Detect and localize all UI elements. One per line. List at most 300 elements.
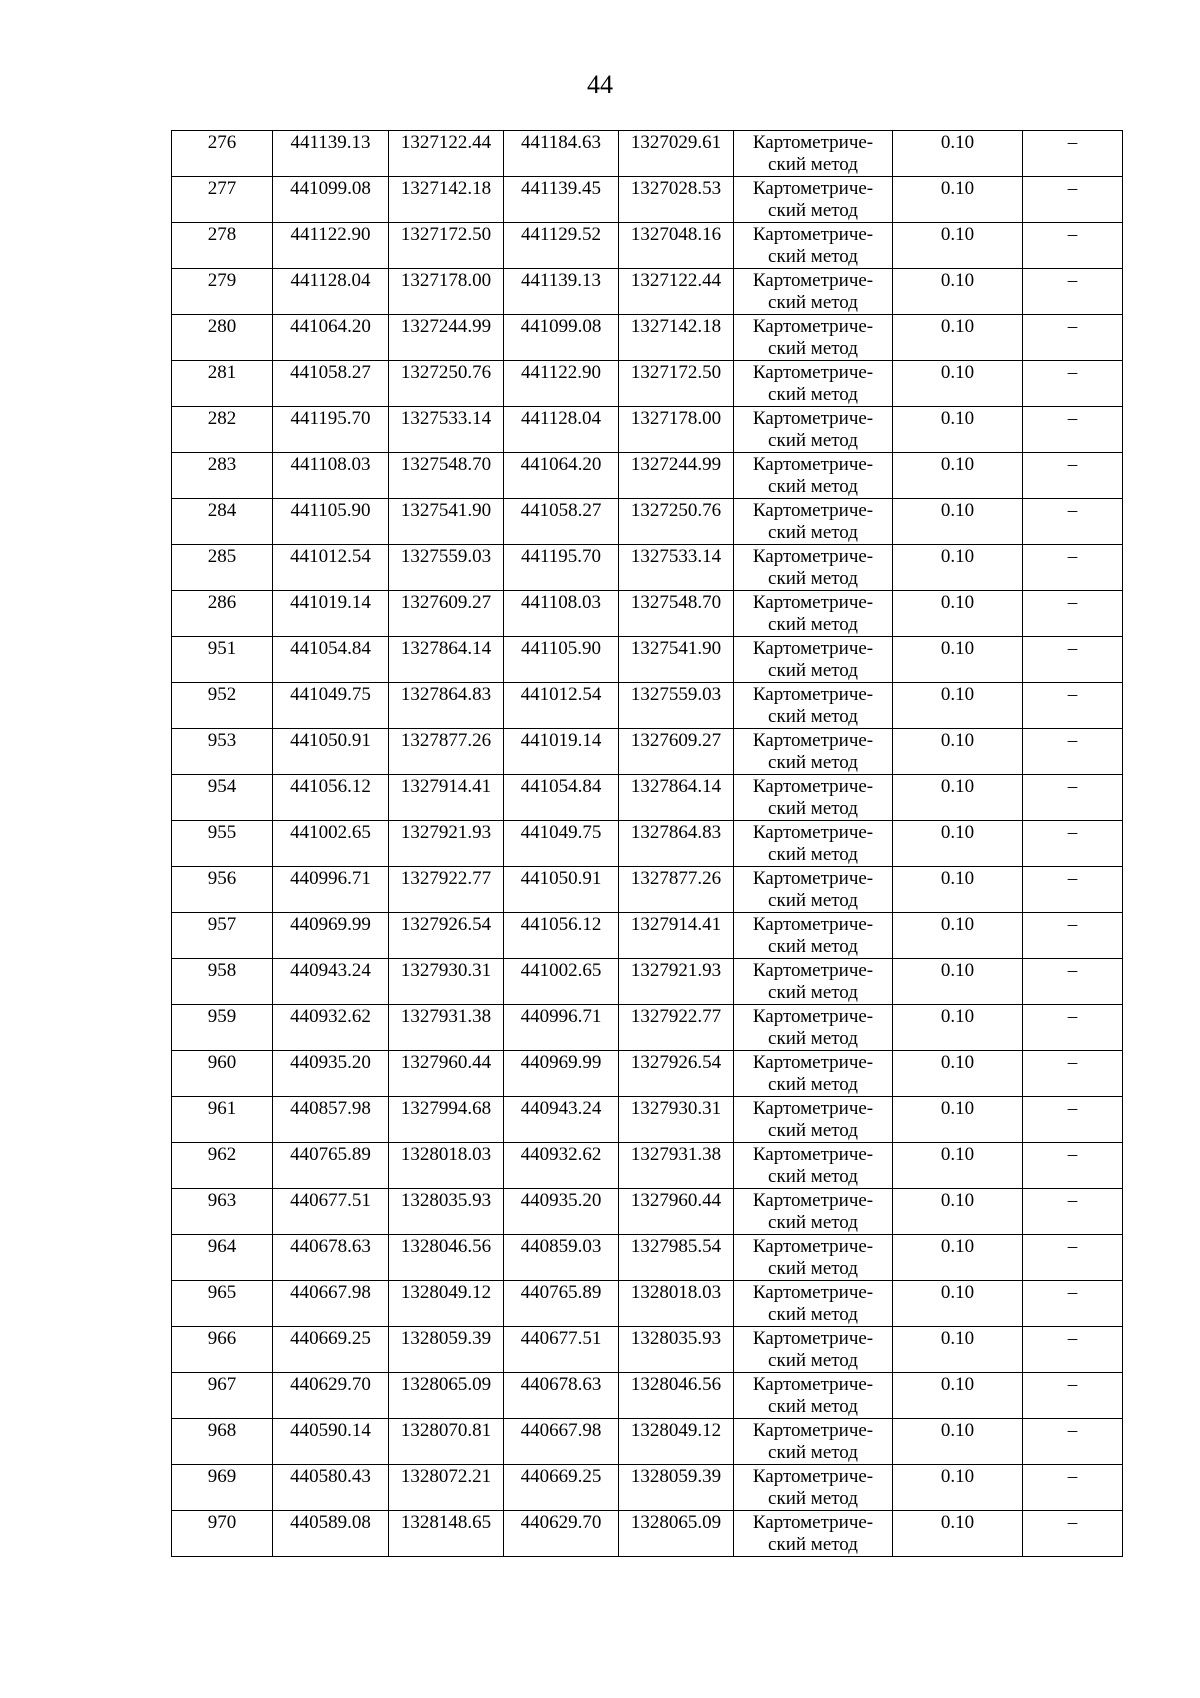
accuracy-cell: 0.10	[893, 223, 1023, 269]
method-line-1: Картометриче-	[752, 224, 874, 245]
x-coordinate-cell: 441122.90	[273, 223, 389, 269]
point-number-cell: 963	[172, 1189, 273, 1235]
accuracy-cell: 0.10	[893, 591, 1023, 637]
table-row	[172, 407, 1123, 453]
accuracy-cell: 0.10	[893, 1143, 1023, 1189]
table-row	[172, 1327, 1123, 1373]
method-line-1: Картометриче-	[752, 454, 874, 475]
y-coordinate-cell: 1327609.27	[389, 591, 504, 637]
accuracy-cell: 0.10	[893, 637, 1023, 683]
method-line-2: ский метод	[768, 706, 858, 727]
point-number-cell: 285	[172, 545, 273, 591]
accuracy-cell: 0.10	[893, 545, 1023, 591]
x-coordinate-prev-cell: 441056.12	[504, 913, 619, 959]
x-coordinate-cell: 441108.03	[273, 453, 389, 499]
note-cell: –	[1023, 223, 1123, 269]
method-line-2: ский метод	[768, 200, 858, 221]
table-row	[172, 1373, 1123, 1419]
method-line-1: Картометриче-	[752, 362, 874, 383]
y-coordinate-prev-cell: 1327877.26	[619, 867, 734, 913]
x-coordinate-cell: 440932.62	[273, 1005, 389, 1051]
method-line-1: Картометриче-	[752, 592, 874, 613]
x-coordinate-prev-cell: 441002.65	[504, 959, 619, 1005]
point-number-cell: 277	[172, 177, 273, 223]
accuracy-cell: 0.10	[893, 1051, 1023, 1097]
x-coordinate-cell: 440935.20	[273, 1051, 389, 1097]
table-row	[172, 1419, 1123, 1465]
table-row	[172, 177, 1123, 223]
x-coordinate-prev-cell: 440678.63	[504, 1373, 619, 1419]
x-coordinate-cell: 440667.98	[273, 1281, 389, 1327]
x-coordinate-prev-cell: 441129.52	[504, 223, 619, 269]
method-line-2: ский метод	[768, 476, 858, 497]
y-coordinate-prev-cell: 1327921.93	[619, 959, 734, 1005]
method-line-1: Картометриче-	[752, 500, 874, 521]
table-row	[172, 729, 1123, 775]
point-number-cell: 953	[172, 729, 273, 775]
note-cell: –	[1023, 1327, 1123, 1373]
table-row	[172, 683, 1123, 729]
y-coordinate-cell: 1327926.54	[389, 913, 504, 959]
method-line-1: Картометриче-	[752, 1006, 874, 1027]
x-coordinate-cell: 441049.75	[273, 683, 389, 729]
method-line-2: ский метод	[768, 1120, 858, 1141]
y-coordinate-cell: 1327877.26	[389, 729, 504, 775]
y-coordinate-prev-cell: 1328065.09	[619, 1511, 734, 1557]
method-line-1: Картометриче-	[752, 822, 874, 843]
point-number-cell: 969	[172, 1465, 273, 1511]
table-row	[172, 269, 1123, 315]
method-line-2: ский метод	[768, 430, 858, 451]
table-row	[172, 223, 1123, 269]
method-line-2: ский метод	[768, 338, 858, 359]
method-cell	[734, 131, 893, 177]
y-coordinate-cell: 1327914.41	[389, 775, 504, 821]
point-number-cell: 280	[172, 315, 273, 361]
y-coordinate-prev-cell: 1327864.14	[619, 775, 734, 821]
table-row	[172, 867, 1123, 913]
note-cell: –	[1023, 591, 1123, 637]
method-line-1: Картометриче-	[752, 1420, 874, 1441]
method-line-1: Картометриче-	[752, 178, 874, 199]
y-coordinate-prev-cell: 1327559.03	[619, 683, 734, 729]
method-cell	[734, 223, 893, 269]
note-cell: –	[1023, 821, 1123, 867]
method-line-2: ский метод	[768, 1534, 858, 1555]
x-coordinate-cell: 441058.27	[273, 361, 389, 407]
note-cell: –	[1023, 1097, 1123, 1143]
y-coordinate-prev-cell: 1328018.03	[619, 1281, 734, 1327]
accuracy-cell: 0.10	[893, 821, 1023, 867]
method-cell	[734, 913, 893, 959]
method-line-1: Картометриче-	[752, 1512, 874, 1533]
method-line-2: ский метод	[768, 1350, 858, 1371]
y-coordinate-prev-cell: 1328049.12	[619, 1419, 734, 1465]
note-cell: –	[1023, 1235, 1123, 1281]
method-cell	[734, 177, 893, 223]
table-row	[172, 1005, 1123, 1051]
y-coordinate-cell: 1327122.44	[389, 131, 504, 177]
method-line-2: ский метод	[768, 890, 858, 911]
table-row	[172, 315, 1123, 361]
method-cell	[734, 1281, 893, 1327]
x-coordinate-prev-cell: 441099.08	[504, 315, 619, 361]
y-coordinate-prev-cell: 1327533.14	[619, 545, 734, 591]
y-coordinate-cell: 1327142.18	[389, 177, 504, 223]
y-coordinate-prev-cell: 1327930.31	[619, 1097, 734, 1143]
x-coordinate-prev-cell: 441139.13	[504, 269, 619, 315]
note-cell: –	[1023, 1051, 1123, 1097]
point-number-cell: 962	[172, 1143, 273, 1189]
method-line-2: ский метод	[768, 1488, 858, 1509]
x-coordinate-cell: 440765.89	[273, 1143, 389, 1189]
accuracy-cell: 0.10	[893, 683, 1023, 729]
method-cell	[734, 591, 893, 637]
method-line-2: ский метод	[768, 522, 858, 543]
x-coordinate-prev-cell: 440629.70	[504, 1511, 619, 1557]
method-line-1: Картометриче-	[752, 914, 874, 935]
point-number-cell: 957	[172, 913, 273, 959]
point-number-cell: 286	[172, 591, 273, 637]
note-cell: –	[1023, 1189, 1123, 1235]
method-line-1: Картометриче-	[752, 776, 874, 797]
y-coordinate-prev-cell: 1327122.44	[619, 269, 734, 315]
accuracy-cell: 0.10	[893, 775, 1023, 821]
x-coordinate-cell: 440589.08	[273, 1511, 389, 1557]
method-line-1: Картометриче-	[752, 270, 874, 291]
method-line-1: Картометриче-	[752, 960, 874, 981]
accuracy-cell: 0.10	[893, 1373, 1023, 1419]
method-line-1: Картометриче-	[752, 316, 874, 337]
accuracy-cell: 0.10	[893, 1097, 1023, 1143]
accuracy-cell: 0.10	[893, 913, 1023, 959]
point-number-cell: 955	[172, 821, 273, 867]
accuracy-cell: 0.10	[893, 1005, 1023, 1051]
y-coordinate-prev-cell: 1327922.77	[619, 1005, 734, 1051]
point-number-cell: 282	[172, 407, 273, 453]
note-cell: –	[1023, 361, 1123, 407]
method-line-1: Картометриче-	[752, 1282, 874, 1303]
note-cell: –	[1023, 775, 1123, 821]
y-coordinate-prev-cell: 1327609.27	[619, 729, 734, 775]
method-line-2: ский метод	[768, 844, 858, 865]
method-line-2: ский метод	[768, 1304, 858, 1325]
method-line-2: ский метод	[768, 568, 858, 589]
accuracy-cell: 0.10	[893, 361, 1023, 407]
x-coordinate-cell: 440677.51	[273, 1189, 389, 1235]
table-row	[172, 1465, 1123, 1511]
accuracy-cell: 0.10	[893, 1465, 1023, 1511]
method-line-2: ский метод	[768, 614, 858, 635]
note-cell: –	[1023, 1005, 1123, 1051]
point-number-cell: 951	[172, 637, 273, 683]
method-line-1: Картометриче-	[752, 1144, 874, 1165]
y-coordinate-prev-cell: 1327548.70	[619, 591, 734, 637]
y-coordinate-cell: 1327250.76	[389, 361, 504, 407]
method-line-1: Картометриче-	[752, 684, 874, 705]
point-number-cell: 954	[172, 775, 273, 821]
method-cell	[734, 959, 893, 1005]
x-coordinate-prev-cell: 441195.70	[504, 545, 619, 591]
table-row	[172, 453, 1123, 499]
x-coordinate-prev-cell: 441128.04	[504, 407, 619, 453]
method-line-1: Картометриче-	[752, 408, 874, 429]
y-coordinate-cell: 1328148.65	[389, 1511, 504, 1557]
point-number-cell: 952	[172, 683, 273, 729]
table-row	[172, 959, 1123, 1005]
x-coordinate-prev-cell: 440935.20	[504, 1189, 619, 1235]
point-number-cell: 281	[172, 361, 273, 407]
method-line-1: Картометриче-	[752, 638, 874, 659]
method-cell	[734, 1511, 893, 1557]
x-coordinate-prev-cell: 441050.91	[504, 867, 619, 913]
y-coordinate-cell: 1328065.09	[389, 1373, 504, 1419]
x-coordinate-prev-cell: 441184.63	[504, 131, 619, 177]
method-line-1: Картометриче-	[752, 1190, 874, 1211]
method-line-2: ский метод	[768, 660, 858, 681]
point-number-cell: 276	[172, 131, 273, 177]
note-cell: –	[1023, 1465, 1123, 1511]
x-coordinate-cell: 441002.65	[273, 821, 389, 867]
table-row	[172, 821, 1123, 867]
x-coordinate-prev-cell: 440859.03	[504, 1235, 619, 1281]
x-coordinate-cell: 440580.43	[273, 1465, 389, 1511]
y-coordinate-prev-cell: 1327178.00	[619, 407, 734, 453]
point-number-cell: 970	[172, 1511, 273, 1557]
method-line-1: Картометриче-	[752, 546, 874, 567]
note-cell: –	[1023, 131, 1123, 177]
note-cell: –	[1023, 1281, 1123, 1327]
accuracy-cell: 0.10	[893, 177, 1023, 223]
table-row	[172, 499, 1123, 545]
method-cell	[734, 1373, 893, 1419]
point-number-cell: 956	[172, 867, 273, 913]
x-coordinate-prev-cell: 440667.98	[504, 1419, 619, 1465]
y-coordinate-prev-cell: 1327244.99	[619, 453, 734, 499]
note-cell: –	[1023, 1419, 1123, 1465]
method-line-2: ский метод	[768, 1166, 858, 1187]
x-coordinate-prev-cell: 441054.84	[504, 775, 619, 821]
method-line-1: Картометриче-	[752, 868, 874, 889]
table-row	[172, 131, 1123, 177]
table-row	[172, 1097, 1123, 1143]
page-number: 44	[587, 70, 613, 99]
y-coordinate-prev-cell: 1327926.54	[619, 1051, 734, 1097]
method-cell	[734, 1465, 893, 1511]
method-line-2: ский метод	[768, 936, 858, 957]
y-coordinate-prev-cell: 1327541.90	[619, 637, 734, 683]
accuracy-cell: 0.10	[893, 407, 1023, 453]
y-coordinate-prev-cell: 1327028.53	[619, 177, 734, 223]
method-cell	[734, 1327, 893, 1373]
method-cell	[734, 499, 893, 545]
point-number-cell: 961	[172, 1097, 273, 1143]
note-cell: –	[1023, 407, 1123, 453]
point-number-cell: 283	[172, 453, 273, 499]
method-line-1: Картометриче-	[752, 1052, 874, 1073]
y-coordinate-cell: 1328059.39	[389, 1327, 504, 1373]
y-coordinate-cell: 1327533.14	[389, 407, 504, 453]
method-cell	[734, 1419, 893, 1465]
note-cell: –	[1023, 913, 1123, 959]
method-line-2: ский метод	[768, 154, 858, 175]
accuracy-cell: 0.10	[893, 1511, 1023, 1557]
method-line-2: ский метод	[768, 292, 858, 313]
method-cell	[734, 1005, 893, 1051]
y-coordinate-cell: 1327864.83	[389, 683, 504, 729]
method-cell	[734, 683, 893, 729]
note-cell: –	[1023, 867, 1123, 913]
x-coordinate-prev-cell: 440996.71	[504, 1005, 619, 1051]
accuracy-cell: 0.10	[893, 269, 1023, 315]
y-coordinate-prev-cell: 1327914.41	[619, 913, 734, 959]
x-coordinate-cell: 441128.04	[273, 269, 389, 315]
y-coordinate-cell: 1327548.70	[389, 453, 504, 499]
x-coordinate-cell: 441012.54	[273, 545, 389, 591]
accuracy-cell: 0.10	[893, 867, 1023, 913]
accuracy-cell: 0.10	[893, 959, 1023, 1005]
accuracy-cell: 0.10	[893, 729, 1023, 775]
method-line-2: ский метод	[768, 1442, 858, 1463]
y-coordinate-cell: 1327931.38	[389, 1005, 504, 1051]
y-coordinate-cell: 1327244.99	[389, 315, 504, 361]
accuracy-cell: 0.10	[893, 131, 1023, 177]
x-coordinate-cell: 440629.70	[273, 1373, 389, 1419]
method-cell	[734, 775, 893, 821]
method-cell	[734, 453, 893, 499]
y-coordinate-cell: 1328018.03	[389, 1143, 504, 1189]
y-coordinate-cell: 1327921.93	[389, 821, 504, 867]
method-cell	[734, 867, 893, 913]
x-coordinate-cell: 440590.14	[273, 1419, 389, 1465]
y-coordinate-cell: 1328070.81	[389, 1419, 504, 1465]
y-coordinate-prev-cell: 1327931.38	[619, 1143, 734, 1189]
note-cell: –	[1023, 1143, 1123, 1189]
note-cell: –	[1023, 683, 1123, 729]
table-row	[172, 1281, 1123, 1327]
point-number-cell: 965	[172, 1281, 273, 1327]
table-row	[172, 1235, 1123, 1281]
y-coordinate-cell: 1328035.93	[389, 1189, 504, 1235]
method-line-2: ский метод	[768, 1396, 858, 1417]
note-cell: –	[1023, 269, 1123, 315]
x-coordinate-prev-cell: 440677.51	[504, 1327, 619, 1373]
x-coordinate-cell: 440969.99	[273, 913, 389, 959]
note-cell: –	[1023, 959, 1123, 1005]
point-number-cell: 959	[172, 1005, 273, 1051]
x-coordinate-cell: 440943.24	[273, 959, 389, 1005]
y-coordinate-cell: 1327864.14	[389, 637, 504, 683]
y-coordinate-prev-cell: 1328059.39	[619, 1465, 734, 1511]
x-coordinate-prev-cell: 441049.75	[504, 821, 619, 867]
method-line-1: Картометриче-	[752, 1466, 874, 1487]
x-coordinate-prev-cell: 441012.54	[504, 683, 619, 729]
x-coordinate-cell: 441195.70	[273, 407, 389, 453]
y-coordinate-cell: 1327960.44	[389, 1051, 504, 1097]
x-coordinate-prev-cell: 441019.14	[504, 729, 619, 775]
table-body	[172, 131, 1123, 1557]
table-row	[172, 1143, 1123, 1189]
method-line-1: Картометриче-	[752, 1236, 874, 1257]
table-row	[172, 1189, 1123, 1235]
y-coordinate-cell: 1327930.31	[389, 959, 504, 1005]
x-coordinate-prev-cell: 440765.89	[504, 1281, 619, 1327]
point-number-cell: 278	[172, 223, 273, 269]
accuracy-cell: 0.10	[893, 1419, 1023, 1465]
x-coordinate-cell: 441099.08	[273, 177, 389, 223]
y-coordinate-prev-cell: 1327864.83	[619, 821, 734, 867]
y-coordinate-prev-cell: 1327960.44	[619, 1189, 734, 1235]
method-cell	[734, 361, 893, 407]
y-coordinate-prev-cell: 1328046.56	[619, 1373, 734, 1419]
note-cell: –	[1023, 453, 1123, 499]
method-line-1: Картометриче-	[752, 730, 874, 751]
accuracy-cell: 0.10	[893, 315, 1023, 361]
x-coordinate-prev-cell: 441058.27	[504, 499, 619, 545]
method-cell	[734, 821, 893, 867]
method-cell	[734, 1097, 893, 1143]
method-line-2: ский метод	[768, 1258, 858, 1279]
method-line-2: ский метод	[768, 1074, 858, 1095]
y-coordinate-cell: 1327172.50	[389, 223, 504, 269]
x-coordinate-prev-cell: 441105.90	[504, 637, 619, 683]
method-cell	[734, 407, 893, 453]
x-coordinate-prev-cell: 441139.45	[504, 177, 619, 223]
method-line-1: Картометриче-	[752, 1328, 874, 1349]
table-row	[172, 545, 1123, 591]
note-cell: –	[1023, 315, 1123, 361]
x-coordinate-cell: 441050.91	[273, 729, 389, 775]
table-row	[172, 591, 1123, 637]
point-number-cell: 960	[172, 1051, 273, 1097]
method-line-1: Картометриче-	[752, 132, 874, 153]
x-coordinate-prev-cell: 440932.62	[504, 1143, 619, 1189]
table-row	[172, 1511, 1123, 1557]
point-number-cell: 958	[172, 959, 273, 1005]
y-coordinate-cell: 1328072.21	[389, 1465, 504, 1511]
point-number-cell: 284	[172, 499, 273, 545]
y-coordinate-prev-cell: 1327048.16	[619, 223, 734, 269]
x-coordinate-cell: 441105.90	[273, 499, 389, 545]
method-cell	[734, 1051, 893, 1097]
method-cell	[734, 1189, 893, 1235]
method-cell	[734, 729, 893, 775]
note-cell: –	[1023, 1373, 1123, 1419]
x-coordinate-cell: 441054.84	[273, 637, 389, 683]
method-cell	[734, 1143, 893, 1189]
accuracy-cell: 0.10	[893, 453, 1023, 499]
method-line-2: ский метод	[768, 752, 858, 773]
method-cell	[734, 637, 893, 683]
y-coordinate-cell: 1327541.90	[389, 499, 504, 545]
point-number-cell: 964	[172, 1235, 273, 1281]
point-number-cell: 966	[172, 1327, 273, 1373]
note-cell: –	[1023, 177, 1123, 223]
x-coordinate-prev-cell: 441122.90	[504, 361, 619, 407]
y-coordinate-prev-cell: 1327172.50	[619, 361, 734, 407]
note-cell: –	[1023, 1511, 1123, 1557]
point-number-cell: 968	[172, 1419, 273, 1465]
x-coordinate-prev-cell: 441108.03	[504, 591, 619, 637]
y-coordinate-cell: 1327178.00	[389, 269, 504, 315]
y-coordinate-cell: 1327994.68	[389, 1097, 504, 1143]
table-row	[172, 361, 1123, 407]
accuracy-cell: 0.10	[893, 1189, 1023, 1235]
method-line-2: ский метод	[768, 246, 858, 267]
point-number-cell: 967	[172, 1373, 273, 1419]
x-coordinate-prev-cell: 440969.99	[504, 1051, 619, 1097]
method-cell	[734, 269, 893, 315]
